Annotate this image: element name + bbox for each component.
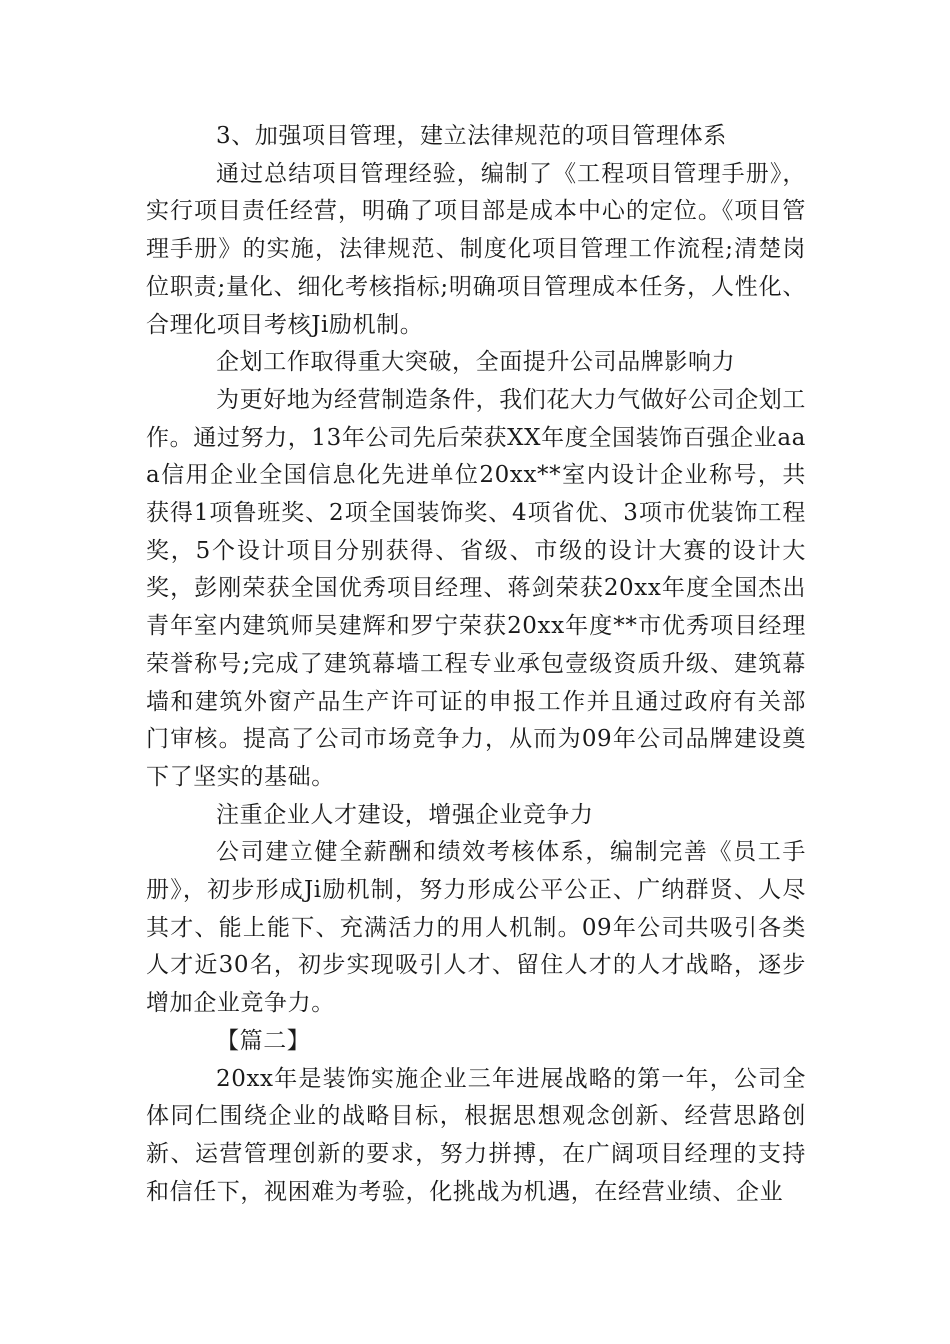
paragraph-project-management: 通过总结项目管理经验，编制了《工程项目管理手册》，实行项目责任经营，明确了项目部是成本中心的定位。《项目管理手册》的实施，法律规范、制度化项目管理工作流程;清楚岗位职责;量化、细化考核指标;明确项目管理成本任务，人性化、合理化项目考核Ji励机制。 [146, 160, 806, 338]
section-heading-project-management: 3、加强项目管理，建立法律规范的项目管理体系 [216, 123, 727, 149]
section-heading-planning: 企划工作取得重大突破，全面提升公司品牌影响力 [216, 349, 736, 376]
document-body [146, 118, 806, 1211]
paragraph-planning: 为更好地为经营制造条件，我们花大力气做好公司企划工作。通过努力，13年公司先后荣获XX年度全国装饰百强企业aaa信用企业全国信息化先进单位20xx**室内设计企业称号，共获得1项鲁班奖、2项全国装饰奖、4项省优、3项市优装饰工程奖，5个设计项目分别获得、省级、市级的设计大赛的设计大奖，彭刚荣获全国优秀项目经理、蒋剑荣获20xx年度全国杰出青年室内建筑师吴建辉和罗宁荣获20xx年度**市优秀项目经理荣誉称号;完成了建筑幕墙工程专业承包壹级资质升级、建筑幕墙和建筑外窗产品生产许可证的申报工作并且通过政府有关部门审核。提高了公司市场竞争力，从而为09年公司品牌建设奠下了坚实的基础。 [146, 386, 806, 790]
section-heading-talent: 注重企业人才建设，增强企业竞争力 [216, 801, 594, 828]
section-marker-part-two: 【篇二】 [216, 1027, 311, 1054]
paragraph-part-two-intro: 20xx年是装饰实施企业三年进展战略的第一年，公司全体同仁围绕企业的战略目标，根据思想观念创新、经营思路创新、运营管理创新的要求，努力拼搏，在广阔项目经理的支持和信任下，视困难为考验，化挑战为机遇，在经营业绩、企业 [146, 1065, 806, 1205]
paragraph-talent: 公司建立健全薪酬和绩效考核体系，编制完善《员工手册》，初步形成Ji励机制，努力形成公平公正、广纳群贤、人尽其才、能上能下、充满活力的用人机制。09年公司共吸引各类人才近30名，初步实现吸引人才、留住人才的人才战略，逐步增加企业竞争力。 [146, 839, 806, 1017]
